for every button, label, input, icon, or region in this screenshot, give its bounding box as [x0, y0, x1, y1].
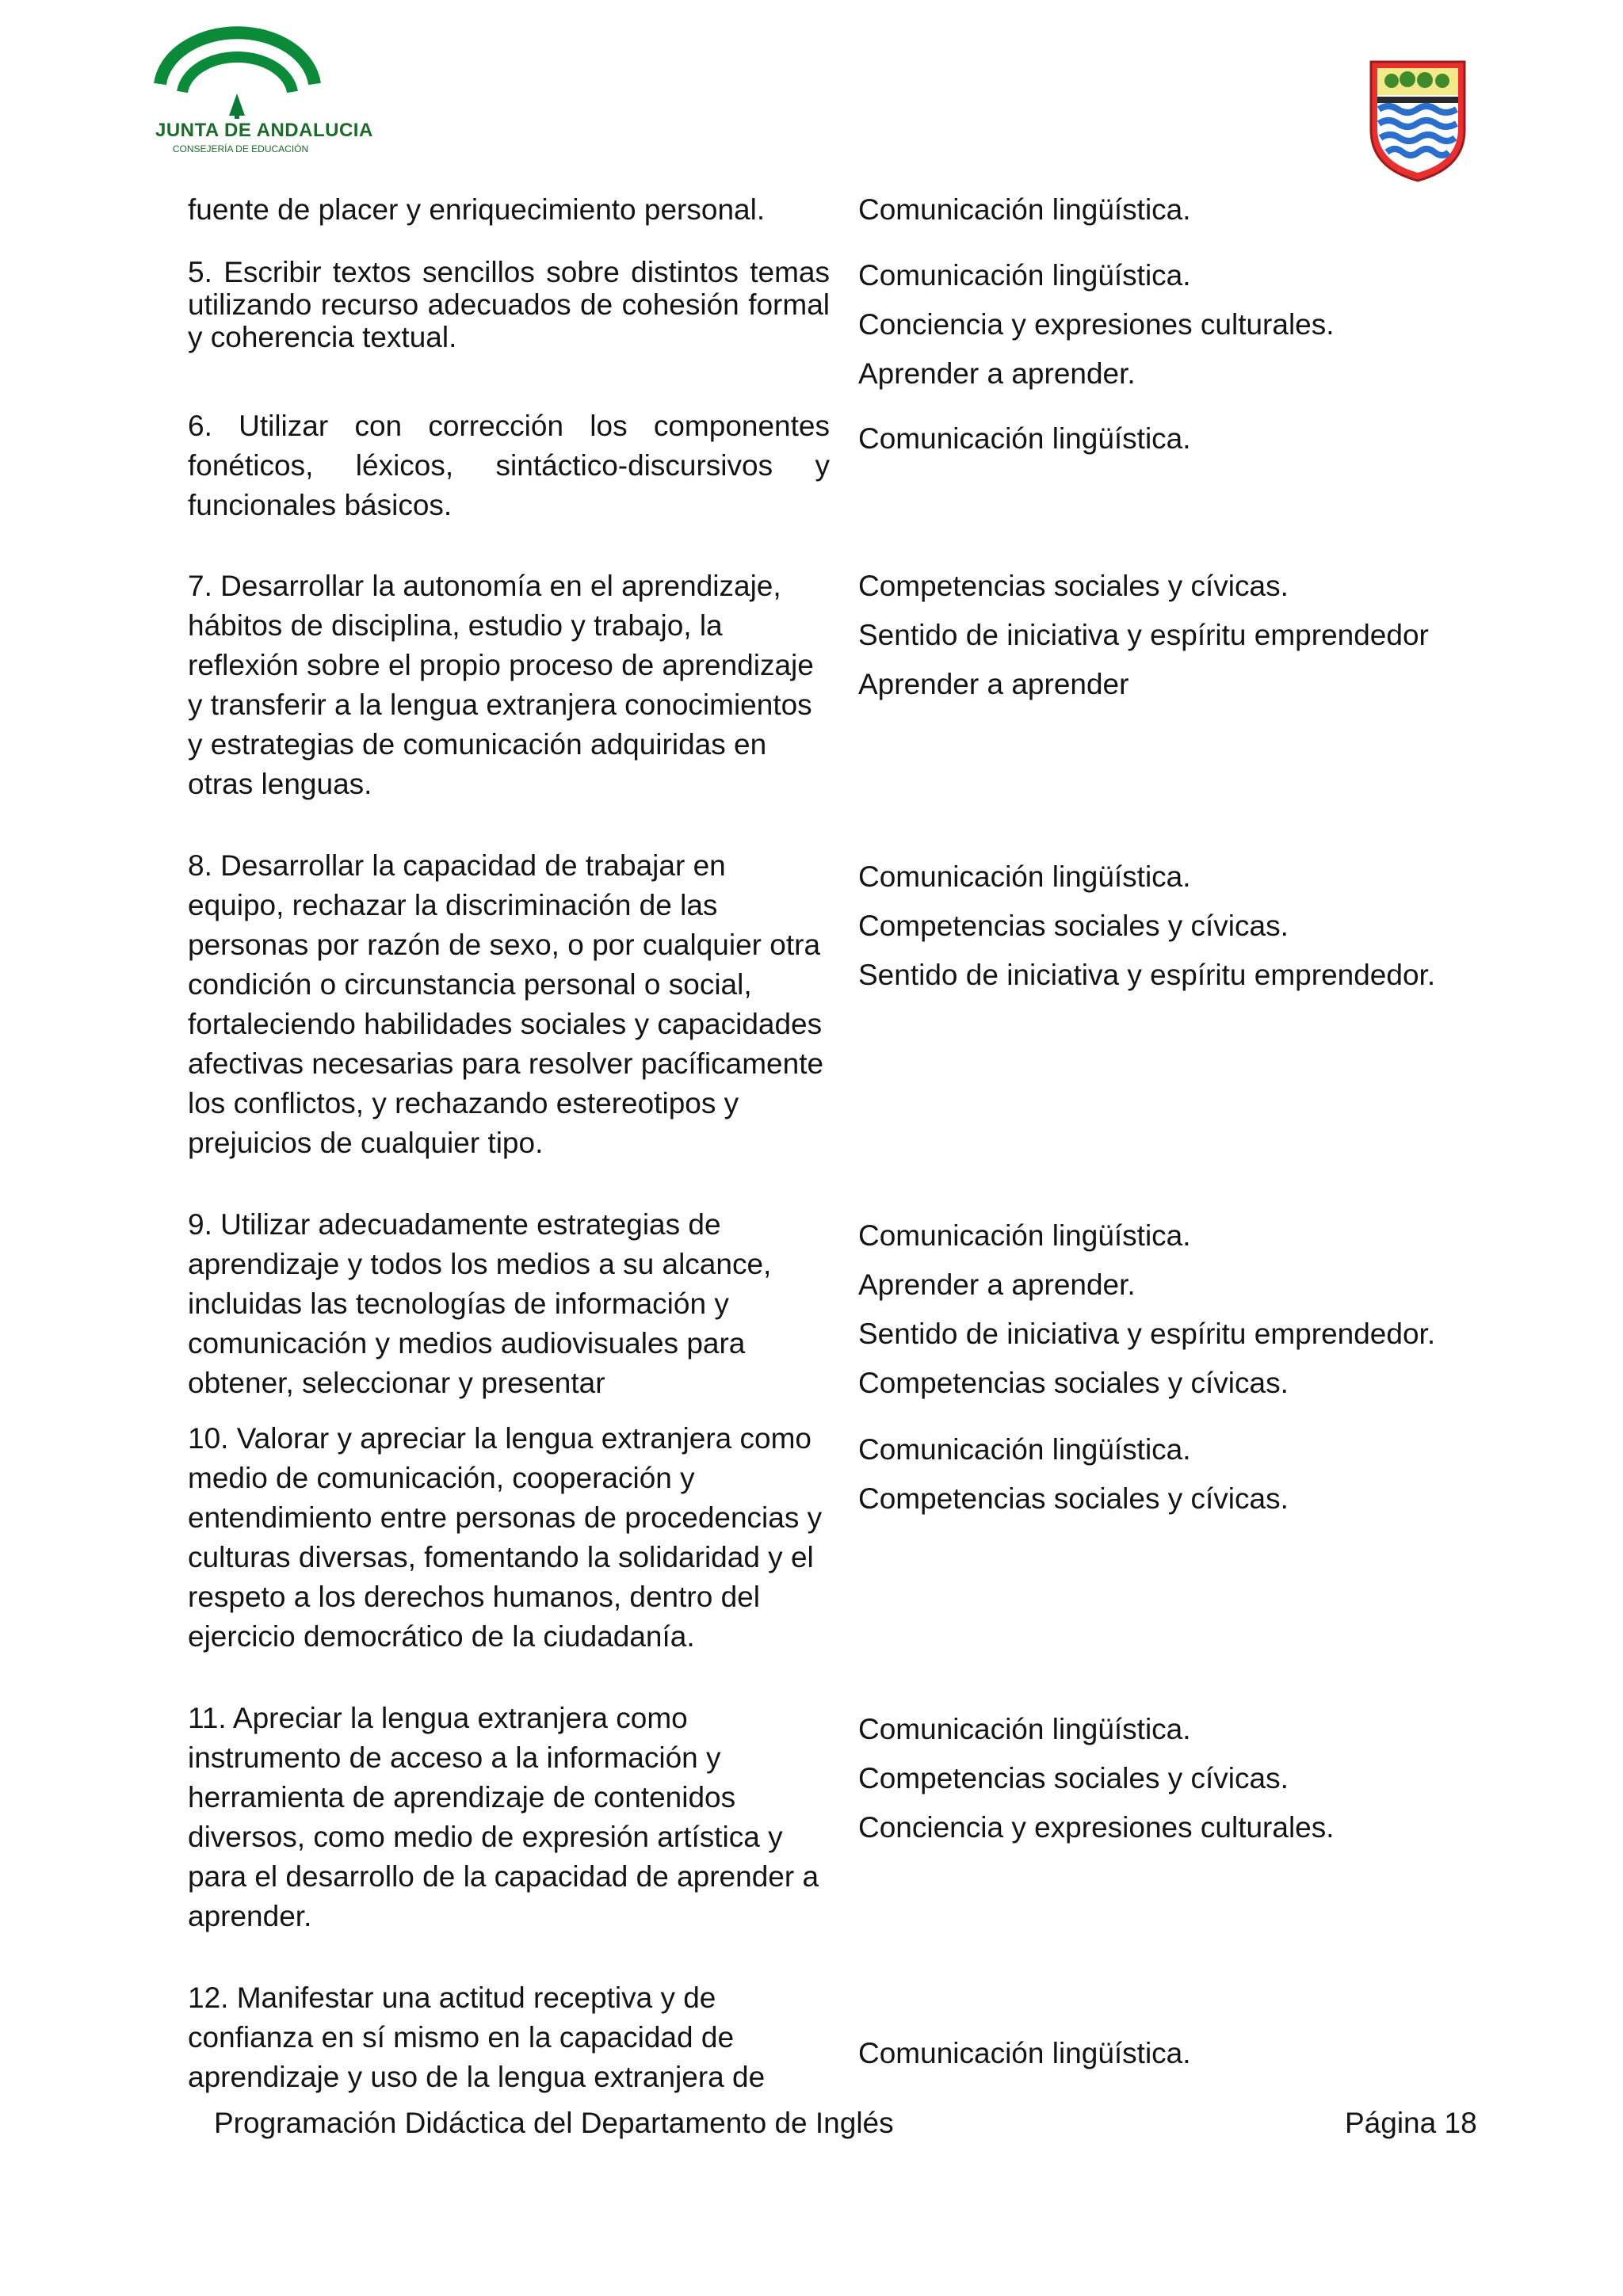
objective-text: fuente de placer y enriquecimiento personal. — [188, 193, 766, 226]
objective-text: 9. Utilizar adecuadamente estrategias de aprendizaje y todos los medios a su alcance, incluidas las tecnologías de información y comunicación y medios audiovisuales para obtener, seleccionar y presentar — [188, 1208, 772, 1399]
junta-logo-subtext: CONSEJERÍA DE EDUCACIÓN — [172, 143, 309, 154]
competence-list — [858, 185, 1571, 235]
page-number: Página 18 — [1345, 2107, 1477, 2139]
competence-item: Comunicación lingüística. — [858, 259, 1191, 292]
competence-item: Comunicación lingüística. — [858, 1433, 1191, 1466]
competence-item: Comunicación lingüística. — [858, 860, 1191, 893]
competence-item: Competencias sociales y cívicas. — [858, 570, 1289, 602]
competence-item: Comunicación lingüística. — [858, 2037, 1191, 2069]
objective-text: 8. Desarrollar la capacidad de trabajar en equipo, rechazar la discriminación de las personas por razón de sexo, o por cualquier otra condición o circunstancia personal o social, fortaleciendo habilidades sociales y capacidades afectivas necesarias para resolver pacíficamente los conflictos, y rechazando estereotipos y prejuicios de cualquier tipo. — [188, 849, 824, 1159]
competence-item: Conciencia y expresiones culturales. — [858, 308, 1335, 341]
competence-item: Comunicación lingüística. — [858, 193, 1191, 226]
competence-item: Competencias sociales y cívicas. — [858, 1367, 1289, 1399]
objective-text: 7. Desarrollar la autonomía en el aprendizaje, hábitos de disciplina, estudio y trabajo, la reflexión sobre el propio proceso de aprendizaje y transferir a la lengua extranjera conocimientos y estrategias de comunicación adquiridas en otras lenguas. — [188, 570, 814, 800]
objective-text: 11. Apreciar la lengua extranjera como instrumento de acceso a la información y herramienta de aprendizaje de contenidos diversos, como medio de expresión artística y para el desarrollo de la capacidad de aprender a aprender. — [188, 1702, 819, 1932]
objective-text: 12. Manifestar una actitud receptiva y de confianza en sí mismo en la capacidad de aprendizaje y uso de la lengua extranjera de — [188, 1981, 766, 2093]
competence-list — [858, 562, 1571, 709]
competence-item: Comunicación lingüística. — [858, 1713, 1191, 1745]
competence-item: Comunicación lingüística. — [858, 1219, 1191, 1252]
competence-item: Comunicación lingüística. — [858, 422, 1191, 455]
junta-de-andalucia-logo — [152, 22, 373, 161]
competence-item: Sentido de iniciativa y espíritu emprendedor. — [858, 1318, 1436, 1350]
objective-text: 5. Escribir textos sencillos sobre distintos temas utilizando recurso adecuados de cohesión formal y coherencia textual. — [188, 256, 830, 353]
competence-item: Competencias sociales y cívicas. — [858, 910, 1289, 942]
competence-item: Aprender a aprender — [858, 668, 1129, 700]
competence-item: Conciencia y expresiones culturales. — [858, 1811, 1335, 1844]
competence-list — [858, 1211, 1571, 1408]
footer-title: Programación Didáctica del Departamento de Inglés — [214, 2107, 894, 2139]
competence-item: Competencias sociales y cívicas. — [858, 1762, 1289, 1794]
competence-list — [858, 414, 1571, 463]
junta-logo-text: JUNTA DE ANDALUCIA — [155, 120, 373, 141]
competence-item: Aprender a aprender. — [858, 357, 1136, 390]
school-crest-icon — [1368, 57, 1468, 184]
competence-item: Sentido de iniciativa y espíritu emprendedor — [858, 619, 1429, 651]
junta-arch-icon — [152, 22, 323, 121]
objective-text: 10. Valorar y apreciar la lengua extranjera como medio de comunicación, cooperación y entendimiento entre personas de procedencias y culturas diversas, fomentando la solidaridad y el respeto a los derechos humanos, dentro del ejercicio democrático de la ciudadanía. — [188, 1422, 823, 1653]
competence-item: Sentido de iniciativa y espíritu emprendedor. — [858, 959, 1436, 991]
objective-text: 6. Utilizar con corrección los componentes fonéticos, léxicos, sintáctico-discursivos y funcionales básicos. — [188, 410, 830, 521]
competence-list — [858, 852, 1571, 1000]
competence-item: Competencias sociales y cívicas. — [858, 1482, 1289, 1515]
competence-list — [858, 1425, 1571, 1524]
competence-list — [858, 1705, 1571, 1852]
competence-list — [858, 251, 1571, 399]
competence-list — [858, 2029, 1571, 2078]
competence-item: Aprender a aprender. — [858, 1268, 1136, 1301]
